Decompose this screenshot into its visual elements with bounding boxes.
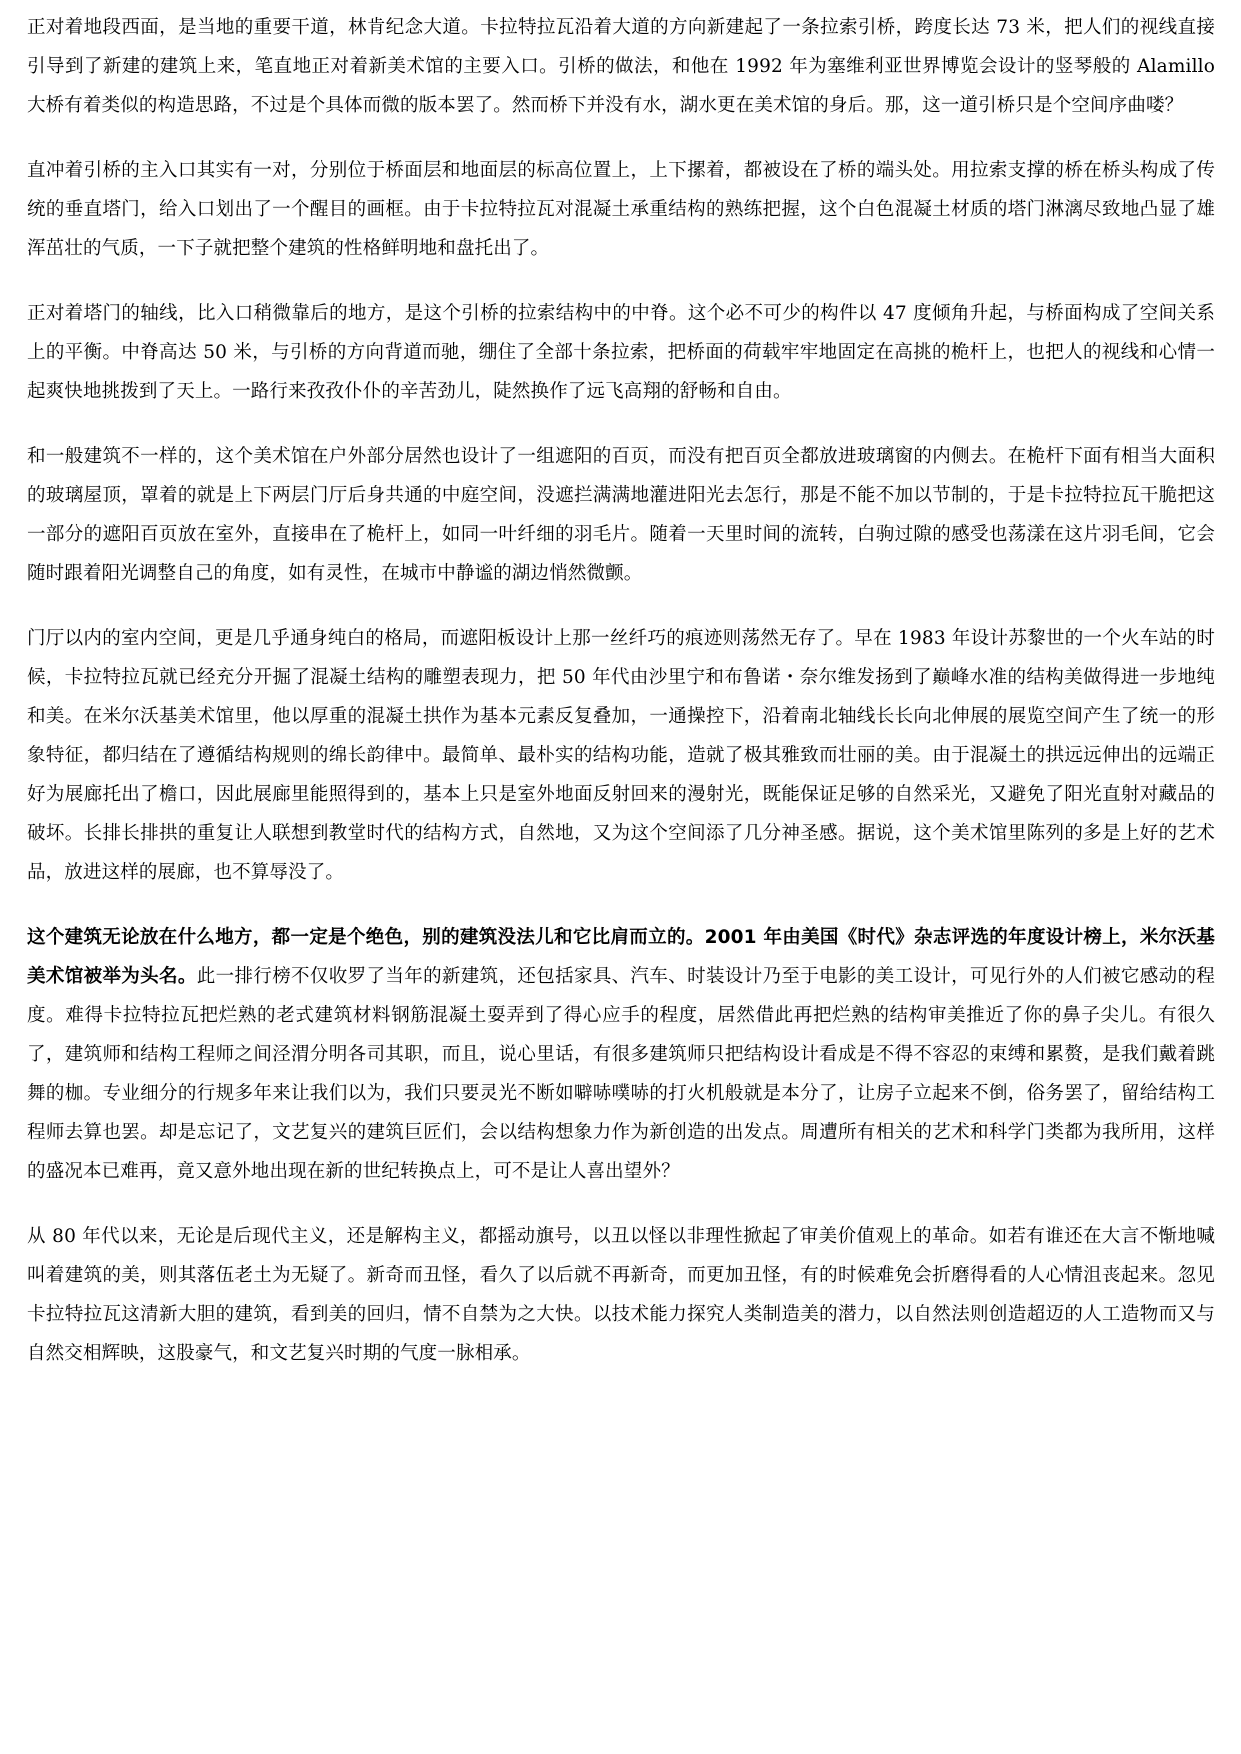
paragraph-5: 门厅以内的室内空间，更是几乎通身纯白的格局，而遮阳板设计上那一丝纤巧的痕迹则荡然无存了。早在 1983 年设计苏黎世的一个火车站的时候，卡拉特拉瓦就已经充分开掘了混凝土结构的雕塑表现力，把 50 年代由沙里宁和布鲁诺・奈尔维发扬到了巅峰水准的结构美做得进一步地纯和美。在米尔沃基美术馆里，他以厚重的混凝土拱作为基本元素反复叠加，一通操控下，沿着南北轴线长长向北伸展的展览空间产生了统一的形象特征，都归结在了遵循结构规则的绵长韵律中。最简单、最朴实的结构功能，造就了极其雅致而壮丽的美。由于混凝土的拱远远伸出的远端正好为展廊托出了檐口，因此展廊里能照得到的，基本上只是室外地面反射回来的漫射光，既能保证足够的自然采光，又避免了阳光直射对藏品的破坏。长排长排拱的重复让人联想到教堂时代的结构方式，自然地，又为这个空间添了几分神圣感。据说，这个美术馆里陈列的多是上好的艺术品，放进这样的展廊，也不算辱没了。	[27, 628, 1215, 883]
article-body	[27, 8, 1215, 1373]
paragraph-3: 正对着塔门的轴线，比入口稍微靠后的地方，是这个引桥的拉索结构中的中脊。这个必不可少的构件以 47 度倾角升起，与桥面构成了空间关系上的平衡。中脊高达 50 米，与引桥的方向背道而驰，绷住了全部十条拉索，把桥面的荷载牢牢地固定在高挑的桅杆上，也把人的视线和心情一起爽快地挑拨到了天上。一路行来孜孜仆仆的辛苦劲儿，陡然换作了远飞高翔的舒畅和自由。	[27, 303, 1215, 402]
paragraph-7: 从 80 年代以来，无论是后现代主义，还是解构主义，都摇动旗号，以丑以怪以非理性掀起了审美价值观上的革命。如若有谁还在大言不惭地喊叫着建筑的美，则其落伍老土为无疑了。新奇而丑怪，看久了以后就不再新奇，而更加丑怪，有的时候难免会折磨得看的人心情沮丧起来。忽见卡拉特拉瓦这清新大胆的建筑，看到美的回归，情不自禁为之大快。以技术能力探究人类制造美的潜力，以自然法则创造超迈的人工造物而又与自然交相辉映，这股豪气，和文艺复兴时期的气度一脉相承。	[27, 1226, 1215, 1364]
paragraph-6-bold-lead: 这个建筑无论放在什么地方，都一定是个绝色，别的建筑没法儿和它比肩而立的。2001 年由美国《时代》杂志评选的年度设计榜上，米尔沃基美术馆被举为头名。	[27, 927, 1215, 987]
paragraph-6-body: 此一排行榜不仅收罗了当年的新建筑，还包括家具、汽车、时装设计乃至于电影的美工设计，可见行外的人们被它感动的程度。难得卡拉特拉瓦把烂熟的老式建筑材料钢筋混凝土耍弄到了得心应手的程度，居然借此再把烂熟的结构审美推近了你的鼻子尖儿。有很久了，建筑师和结构工程师之间泾渭分明各司其职，而且，说心里话，有很多建筑师只把结构设计看成是不得不容忍的束缚和累赘，是我们戴着跳舞的枷。专业细分的行规多年来让我们以为，我们只要灵光不断如噼哧噗哧的打火机般就是本分了，让房子立起来不倒，俗务罢了，留给结构工程师去算也罢。却是忘记了，文艺复兴的建筑巨匠们，会以结构想象力作为新创造的出发点。周遭所有相关的艺术和科学门类都为我所用，这样的盛况本已难再，竟又意外地出现在新的世纪转换点上，可不是让人喜出望外？	[27, 966, 1215, 1182]
paragraph-1: 正对着地段西面，是当地的重要干道，林肯纪念大道。卡拉特拉瓦沿着大道的方向新建起了一条拉索引桥，跨度长达 73 米，把人们的视线直接引导到了新建的建筑上来，笔直地正对着新美术馆的主要入口。引桥的做法，和他在 1992 年为塞维利亚世界博览会设计的竖琴般的 Alamillo 大桥有着类似的构造思路，不过是个具体而微的版本罢了。然而桥下并没有水，湖水更在美术馆的身后。那，这一道引桥只是个空间序曲喽？	[27, 17, 1215, 116]
paragraph-4: 和一般建筑不一样的，这个美术馆在户外部分居然也设计了一组遮阳的百页，而没有把百页全都放进玻璃窗的内侧去。在桅杆下面有相当大面积的玻璃屋顶，罩着的就是上下两层门厅后身共通的中庭空间，没遮拦满满地灌进阳光去怎行，那是不能不加以节制的，于是卡拉特拉瓦干脆把这一部分的遮阳百页放在室外，直接串在了桅杆上，如同一叶纤细的羽毛片。随着一天里时间的流转，白驹过隙的感受也荡漾在这片羽毛间，它会随时跟着阳光调整自己的角度，如有灵性，在城市中静谧的湖边悄然微颤。	[27, 446, 1215, 584]
paragraph-2: 直冲着引桥的主入口其实有一对，分别位于桥面层和地面层的标高位置上，上下摞着，都被设在了桥的端头处。用拉索支撑的桥在桥头构成了传统的垂直塔门，给入口划出了一个醒目的画框。由于卡拉特拉瓦对混凝土承重结构的熟练把握，这个白色混凝土材质的塔门淋漓尽致地凸显了雄浑茁壮的气质，一下子就把整个建筑的性格鲜明地和盘托出了。	[27, 160, 1215, 259]
paragraph-6	[27, 918, 1215, 1191]
